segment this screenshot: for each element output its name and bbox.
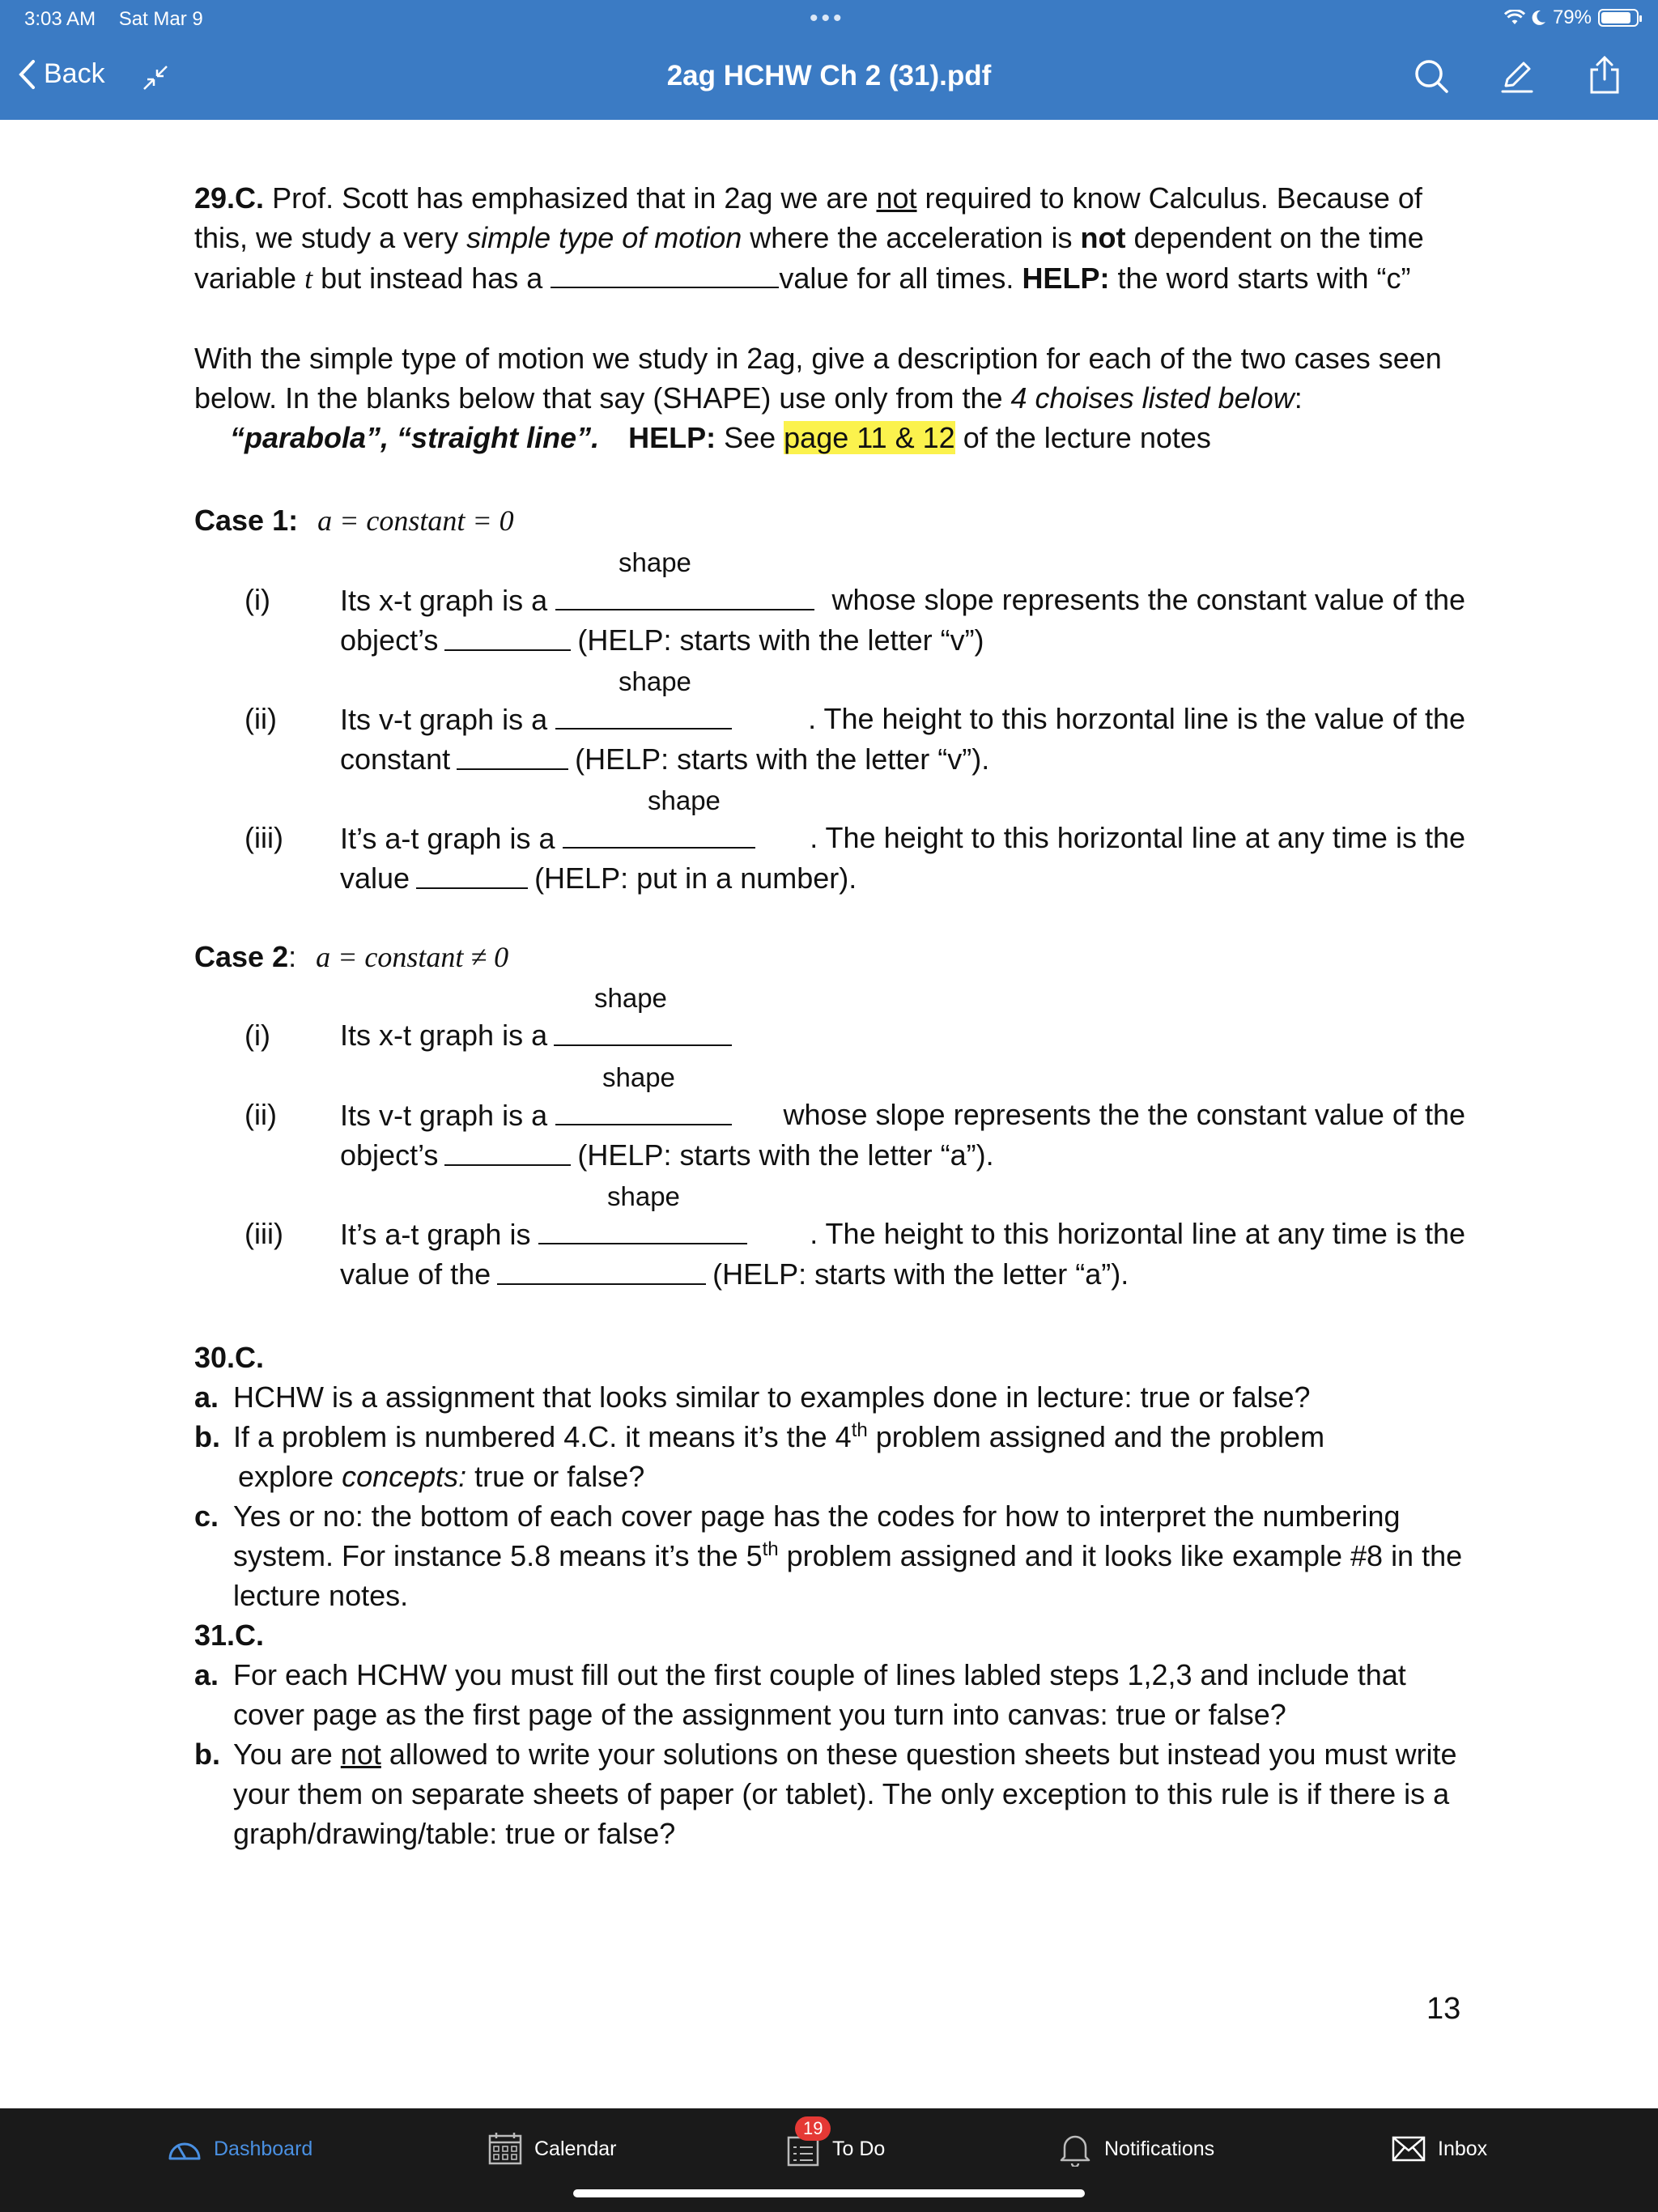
q29-text: where the acceleration is bbox=[742, 221, 1081, 254]
tab-notifications-label: Notifications bbox=[1104, 2137, 1215, 2160]
q31-b-text: You are bbox=[233, 1738, 341, 1771]
page-number: 13 bbox=[1426, 1992, 1461, 2026]
item-text: value of the bbox=[340, 1257, 491, 1291]
status-bar-right bbox=[1504, 6, 1639, 29]
shape-blank bbox=[554, 1015, 732, 1046]
tab-dashboard[interactable] bbox=[167, 2131, 312, 2167]
q31-a bbox=[194, 1655, 1465, 1734]
item-text: constant bbox=[340, 742, 451, 776]
tab-calendar-label: Calendar bbox=[534, 2137, 617, 2160]
case-2-heading bbox=[194, 937, 508, 977]
superscript: th bbox=[762, 1538, 779, 1560]
q30-b bbox=[194, 1417, 1465, 1496]
item-text: object’s bbox=[340, 1138, 439, 1172]
item-number: (ii) bbox=[244, 1098, 277, 1131]
item-text: Its v-t graph is a bbox=[340, 1099, 548, 1132]
item-letter: b. bbox=[194, 1420, 220, 1453]
item-text: Its x-t graph is a bbox=[340, 1019, 548, 1052]
status-date: Sat Mar 9 bbox=[118, 8, 203, 30]
item-text: whose slope represents the constant value of the bbox=[831, 583, 1465, 616]
pen-icon[interactable] bbox=[1496, 55, 1538, 97]
superscript: th bbox=[851, 1419, 868, 1441]
item-number: (iii) bbox=[244, 821, 283, 854]
item-number: (i) bbox=[244, 1019, 270, 1052]
item-text: object’s bbox=[340, 623, 439, 657]
q30-c-text: Yes or no: the bottom of each cover page has the codes for how to interpret the numbering system. For instance 5.8 means it’s the 5 bbox=[233, 1499, 1401, 1572]
shape-label: shape bbox=[648, 785, 721, 815]
item-text: It’s a-t graph is bbox=[340, 1218, 531, 1251]
item-text: whose slope represents the the constant value of the bbox=[783, 1098, 1465, 1131]
battery-percent: 79% bbox=[1552, 6, 1592, 28]
q30-b-text: If a problem is numbered 4.C. it means it’s the 4 bbox=[233, 1420, 852, 1453]
tab-todo-label: To Do bbox=[832, 2137, 886, 2160]
q30-q31-section bbox=[194, 1338, 1465, 1853]
item-text: Its v-t graph is a bbox=[340, 703, 548, 736]
q29-not: not bbox=[876, 181, 917, 215]
item-text: It’s a-t graph is a bbox=[340, 822, 555, 855]
answer-blank bbox=[551, 257, 779, 288]
share-icon[interactable] bbox=[1584, 55, 1626, 97]
shape-label: shape bbox=[594, 983, 667, 1013]
instructions-text: of the lecture notes bbox=[954, 421, 1211, 454]
case-2-label: Case 2 bbox=[194, 940, 289, 973]
pdf-page[interactable] bbox=[194, 178, 1465, 1850]
instructions-text: : bbox=[1294, 381, 1303, 415]
item-number: (i) bbox=[244, 583, 270, 616]
item-letter: a. bbox=[194, 1380, 219, 1414]
q29-text: required to know Calculus. Because of this, we study a very bbox=[194, 181, 1422, 254]
item-help: (HELP: starts with the letter “a”). bbox=[712, 1257, 1129, 1291]
shape-blank bbox=[555, 1095, 732, 1125]
tab-inbox-label: Inbox bbox=[1438, 2137, 1488, 2160]
q29-text: value for all times. bbox=[779, 262, 1022, 295]
item-help: (HELP: starts with the letter “v”). bbox=[575, 742, 990, 776]
q30-b-text: true or false? bbox=[466, 1460, 645, 1493]
q31-b bbox=[194, 1734, 1465, 1853]
status-bar-left bbox=[24, 8, 221, 31]
q29-t-variable: t bbox=[304, 262, 313, 295]
q30-b-text: problem assigned and the problem bbox=[867, 1420, 1325, 1453]
item-letter: c. bbox=[194, 1499, 219, 1533]
help-label: HELP: bbox=[628, 421, 716, 454]
shape-label: shape bbox=[607, 1181, 680, 1211]
battery-icon bbox=[1598, 9, 1639, 27]
answer-blank bbox=[416, 858, 528, 889]
tab-dashboard-label: Dashboard bbox=[214, 2137, 313, 2160]
calendar-icon bbox=[487, 2131, 523, 2167]
inbox-mail-icon bbox=[1391, 2131, 1426, 2167]
highlighted-pages: page 11 & 12 bbox=[784, 421, 955, 454]
item-text: value bbox=[340, 861, 410, 895]
case-1-label: Case 1: bbox=[194, 504, 299, 537]
q30-b-text: explore bbox=[238, 1460, 342, 1493]
answer-blank bbox=[497, 1254, 706, 1285]
q31-a-text: For each HCHW you must fill out the first couple of lines labled steps 1,2,3 and include that cover page as the first page of the assignment you turn into canvas: true or false? bbox=[233, 1658, 1406, 1731]
search-icon[interactable] bbox=[1410, 55, 1452, 97]
case-1-heading bbox=[194, 500, 514, 541]
instructions-text: With the simple type of motion we study in 2ag, give a description for each of the two cases seen below. In the blanks below that say (SHAPE) use only from the bbox=[194, 342, 1442, 415]
q31-not: not bbox=[340, 1738, 381, 1771]
bell-icon bbox=[1057, 2131, 1093, 2167]
shape-blank bbox=[538, 1214, 747, 1244]
q29-text: but instead has a bbox=[312, 262, 551, 295]
q29-number: 29.C. bbox=[194, 181, 265, 215]
case-2-value: 0 bbox=[494, 941, 509, 973]
item-text: Its x-t graph is a bbox=[340, 584, 548, 617]
shape-blank bbox=[555, 580, 814, 610]
tab-calendar[interactable] bbox=[487, 2131, 616, 2167]
back-label: Back bbox=[44, 58, 105, 89]
q30-c bbox=[194, 1496, 1465, 1615]
answer-blank bbox=[444, 1135, 571, 1166]
document-title: 2ag HCHW Ch 2 (31).pdf bbox=[666, 60, 992, 91]
instructions-text: See bbox=[716, 421, 784, 454]
q29-paragraph bbox=[194, 178, 1465, 299]
q30-a bbox=[194, 1377, 1465, 1417]
item-text: . The height to this horizontal line at any time is the bbox=[810, 1217, 1465, 1250]
home-indicator[interactable] bbox=[573, 2189, 1085, 2197]
dashboard-icon bbox=[167, 2131, 202, 2167]
shape-label: shape bbox=[602, 1062, 675, 1092]
case-2-a: a bbox=[316, 941, 331, 973]
q29-text: dependent on the time variable bbox=[194, 221, 1424, 295]
q30-number: 30.C. bbox=[194, 1341, 265, 1374]
q29-text: Prof. Scott has emphasized that in 2ag we are bbox=[272, 181, 877, 215]
shape-label: shape bbox=[619, 547, 691, 577]
item-number: (ii) bbox=[244, 702, 277, 735]
answer-blank bbox=[457, 739, 568, 770]
top-bar bbox=[0, 0, 1658, 120]
help-label: HELP: bbox=[1022, 262, 1110, 295]
item-letter: b. bbox=[194, 1738, 220, 1771]
case-1-a: a bbox=[317, 504, 333, 537]
wifi-icon bbox=[1504, 10, 1525, 26]
q31-number: 31.C. bbox=[194, 1619, 265, 1652]
shape-blank bbox=[555, 699, 732, 730]
q29-text: the word starts with “c” bbox=[1109, 262, 1411, 295]
shape-options: “parabola”, “straight line”. bbox=[230, 421, 600, 454]
item-help: (HELP: starts with the letter “a”). bbox=[577, 1138, 994, 1172]
answer-blank bbox=[444, 620, 571, 651]
q31-b-text: allowed to write your solutions on these question sheets but instead you must write your them on separate sheets of paper (or tablet). The only exception to this rule is if there is a graph/drawing/table: true or false? bbox=[233, 1738, 1457, 1850]
item-help: (HELP: put in a number). bbox=[534, 861, 857, 895]
multitasking-dots-icon[interactable]: ••• bbox=[810, 5, 845, 32]
choices-text: 4 choises listed below bbox=[1010, 381, 1295, 415]
case-2-colon: : bbox=[288, 940, 297, 973]
item-text: . The height to this horzontal line is the value of the bbox=[808, 702, 1465, 735]
tab-notifications[interactable] bbox=[1057, 2131, 1214, 2167]
item-help: (HELP: starts with the letter “v”) bbox=[577, 623, 984, 657]
case-1-value: 0 bbox=[499, 504, 514, 537]
todo-count-badge: 19 bbox=[795, 2116, 831, 2141]
status-time: 3:03 AM bbox=[24, 8, 96, 30]
q30-a-text: HCHW is a assignment that looks similar to examples done in lecture: true or false? bbox=[233, 1380, 1311, 1414]
item-number: (iii) bbox=[244, 1217, 283, 1250]
shape-label: shape bbox=[619, 666, 691, 696]
case-2-equation: = constant ≠ bbox=[330, 941, 495, 973]
q30-c-text: problem assigned and it looks like example #8 in the lecture notes. bbox=[233, 1539, 1463, 1612]
moon-icon bbox=[1532, 10, 1546, 26]
tab-inbox[interactable] bbox=[1391, 2131, 1487, 2167]
item-text: . The height to this horizontal line at any time is the bbox=[810, 821, 1465, 854]
q29-simple-motion: simple type of motion bbox=[466, 221, 742, 254]
shape-blank bbox=[563, 818, 755, 849]
instructions-paragraph bbox=[194, 338, 1465, 457]
q29-not-bold: not bbox=[1080, 221, 1126, 254]
case-1-equation: = constant = bbox=[332, 504, 500, 537]
item-letter: a. bbox=[194, 1658, 219, 1691]
q30-concepts: concepts: bbox=[342, 1460, 467, 1493]
